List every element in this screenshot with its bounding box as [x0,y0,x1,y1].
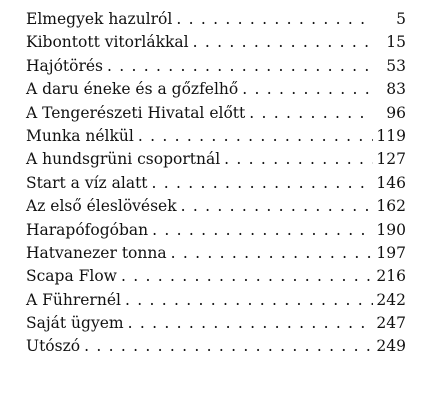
toc-entry-page: 15 [386,33,406,52]
toc-entry-page: 197 [376,243,406,262]
toc-entry-title: A Führernél [26,290,121,309]
toc-entry[interactable] [26,148,406,171]
toc-dot-leader [224,148,373,171]
toc-entry[interactable] [26,172,406,195]
toc-entry[interactable] [26,195,406,218]
toc-entry-page: 5 [396,10,406,28]
toc-entry-title: Az első éleslövések [26,197,177,216]
toc-entry-title: Hajótörés [26,56,103,75]
toc-dot-leader [84,335,373,358]
toc-dot-leader [242,78,373,101]
toc-entry-title: Kibontott vitorlákkal [26,33,189,52]
toc-entry-page: 53 [386,56,406,75]
toc-entry-title: Scapa Flow [26,267,117,286]
toc-entry-title: A Tengerészeti Hivatal előtt [26,103,246,122]
toc-entry[interactable] [26,219,406,242]
toc-entry-title: Hatvanezer tonna [26,243,167,262]
toc-dot-leader [176,8,373,31]
toc-entry[interactable] [26,125,406,148]
toc-dot-leader [249,102,373,125]
toc-entry-title: Saját ügyem [26,314,124,333]
toc-entry[interactable] [26,265,406,288]
toc-entry-title: Harapófogóban [26,220,149,239]
toc-entry[interactable] [26,78,406,101]
toc-dot-leader [138,125,373,148]
toc-dot-leader [171,242,373,265]
toc-entry-page: 216 [376,267,406,286]
toc-entry[interactable] [26,102,406,125]
toc-entry[interactable] [26,8,406,31]
toc-entry[interactable] [26,289,406,312]
toc-dot-leader [152,172,373,195]
toc-entry-title: Start a víz alatt [26,173,148,192]
table-of-contents [26,8,406,359]
toc-dot-leader [152,219,373,242]
toc-dot-leader [128,312,373,335]
toc-entry-title: Utószó [26,337,81,356]
toc-entry-page: 146 [376,173,406,192]
toc-dot-leader [125,289,373,312]
toc-entry-page: 242 [376,290,406,309]
toc-entry-title: Munka nélkül [26,126,134,145]
toc-entry-title: A hundsgrüni csoportnál [26,150,221,169]
toc-entry-page: 119 [376,126,406,145]
toc-entry-title: A daru éneke és a gőzfelhő [26,80,239,99]
toc-entry[interactable] [26,31,406,54]
toc-dot-leader [107,55,373,78]
toc-entry[interactable] [26,242,406,265]
toc-entry-page: 162 [376,197,406,216]
toc-dot-leader [121,265,373,288]
toc-entry-page: 247 [376,314,406,333]
toc-entry-page: 249 [376,337,406,356]
toc-entry-page: 83 [386,80,406,99]
toc-entry[interactable] [26,312,406,335]
toc-dot-leader [181,195,373,218]
toc-entry-page: 96 [386,103,406,122]
toc-entry[interactable] [26,335,406,358]
toc-entry-page: 127 [376,150,406,169]
toc-dot-leader [193,31,373,54]
toc-entry-title: Elmegyek hazulról [26,10,173,28]
toc-entry[interactable] [26,55,406,78]
toc-entry-page: 190 [376,220,406,239]
